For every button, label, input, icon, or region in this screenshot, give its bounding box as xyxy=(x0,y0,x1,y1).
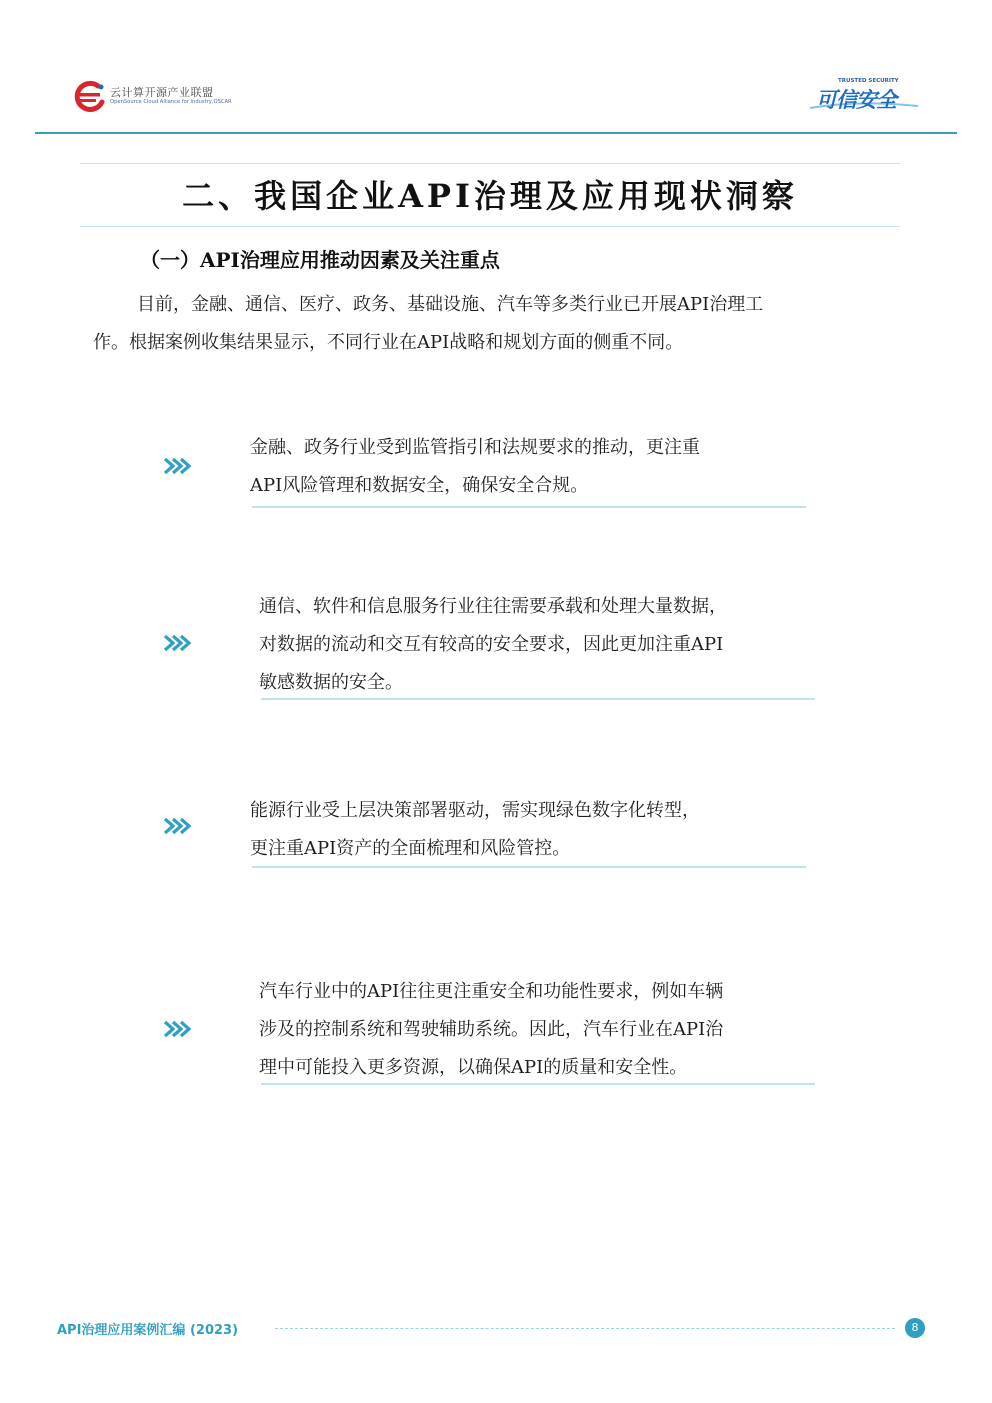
footer-title: API治理应用案例汇编 (2023) xyxy=(57,1323,239,1338)
triple-chevron-right-icon xyxy=(163,633,195,653)
footer-dotted-leader xyxy=(275,1328,895,1329)
card-line: API风险管理和数据安全，确保安全合规。 xyxy=(250,475,589,496)
card-underline xyxy=(261,698,815,700)
card-line: 金融、政务行业受到监管指引和法规要求的推动，更注重 xyxy=(250,437,700,458)
title-top-rule xyxy=(80,163,900,164)
card-line: 涉及的控制系统和驾驶辅助系统。因此，汽车行业在API治 xyxy=(259,1019,724,1040)
card-line: 敏感数据的安全。 xyxy=(259,672,403,693)
card-text xyxy=(259,588,727,702)
oscar-logo-name-cn: 云计算开源产业联盟 xyxy=(110,86,214,99)
trusted-security-logo xyxy=(808,78,920,114)
card-line: 汽车行业中的API往往更注重安全和功能性要求，例如车辆 xyxy=(259,981,724,1002)
logo-wordmark: 可信安全 xyxy=(816,88,896,112)
card-text xyxy=(250,792,700,868)
page-number-badge: 8 xyxy=(905,1318,925,1338)
oscar-logo xyxy=(72,78,252,114)
triple-chevron-right-icon xyxy=(163,816,195,836)
title-bottom-rule xyxy=(80,226,900,227)
card-underline xyxy=(261,1083,815,1085)
intro-line: 作。根据案例收集结果显示，不同行业在API战略和规划方面的侧重不同。 xyxy=(93,332,684,353)
header-divider xyxy=(35,132,957,134)
card-line: 更注重API资产的全面梳理和风险管控。 xyxy=(250,838,571,859)
card-underline xyxy=(252,866,806,868)
card-underline xyxy=(252,506,806,508)
logo-tagline: TRUSTED SECURITY xyxy=(838,78,899,84)
card-line: 对数据的流动和交互有较高的安全要求，因此更加注重API xyxy=(259,634,724,655)
section-title: 二、我国企业API治理及应用现状洞察 xyxy=(182,177,798,215)
subsection-title: （一）API治理应用推动因素及关注重点 xyxy=(140,248,500,272)
card-line: 能源行业受上层决策部署驱动，需实现绿色数字化转型， xyxy=(250,800,700,821)
oscar-logo-mark-icon xyxy=(72,78,108,114)
triple-chevron-right-icon xyxy=(163,456,195,476)
card-line: 理中可能投入更多资源，以确保API的质量和安全性。 xyxy=(259,1057,688,1078)
card-text xyxy=(250,429,700,505)
intro-paragraph xyxy=(93,286,893,362)
card-line: 通信、软件和信息服务行业往往需要承载和处理大量数据， xyxy=(259,596,727,617)
oscar-logo-name-en: OpenSource Cloud Alliance for industry,OSCAR xyxy=(110,99,232,105)
card-text xyxy=(259,973,723,1087)
triple-chevron-right-icon xyxy=(163,1019,195,1039)
intro-line: 目前，金融、通信、医疗、政务、基础设施、汽车等多类行业已开展API治理工 xyxy=(137,294,764,315)
